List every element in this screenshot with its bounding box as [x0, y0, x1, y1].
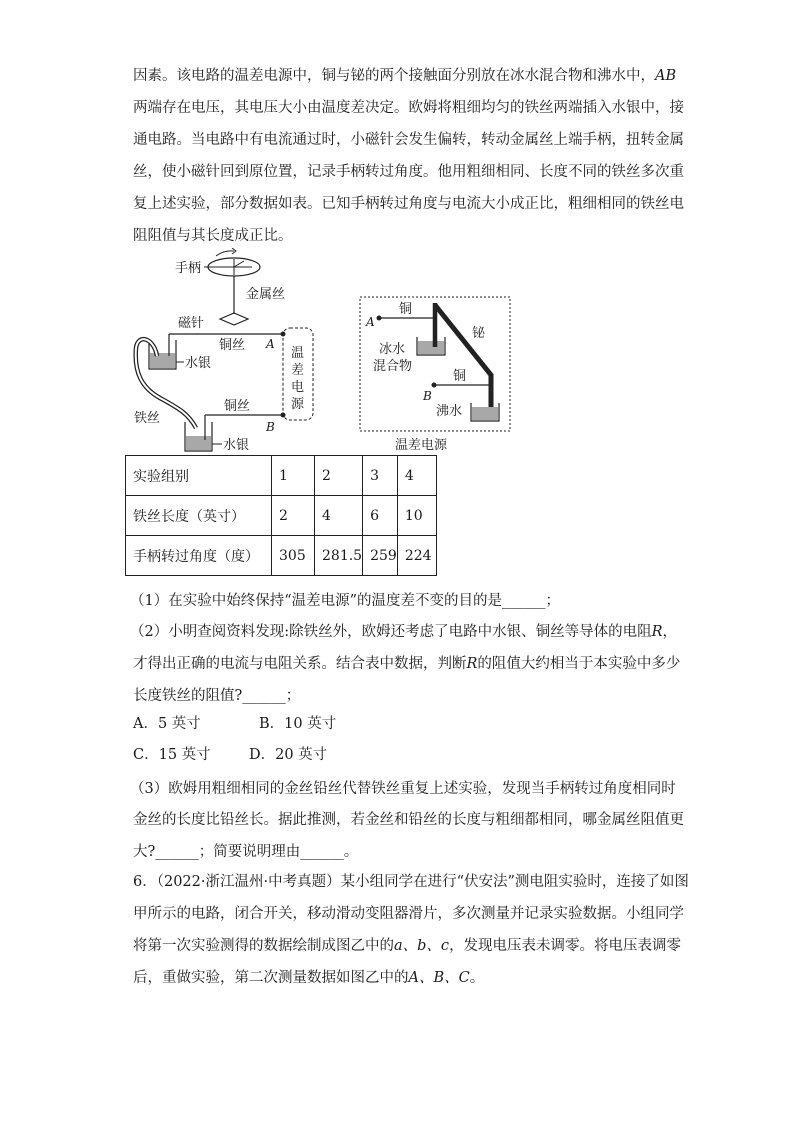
iron-wire-label: 铁丝 [134, 411, 161, 426]
intro-line-1: 因素。该电路的温差电源中，铜与铋的两个接触面分别放在冰水混合物和沸水中，AB [133, 68, 677, 84]
question-2-line-1: （2）小明查阅资料发现:除铁丝外，欧姆还考虑了电路中水银、铜丝等导体的电阻R， [130, 624, 678, 640]
question-3-line-2: 金丝的长度比铅丝长。据此推测，若金丝和铅丝的长度与粗细都相同，哪金属丝阻值更 [133, 812, 684, 828]
right-point-b-label: B [423, 389, 432, 403]
handle-label: 手柄 [175, 261, 202, 276]
intro-line-3: 通电路。当电路中有电流通过时，小磁针会发生偏转，转动金属丝上端手柄，扭转金属 [133, 132, 684, 148]
option-c: C．15 英寸 [133, 747, 211, 763]
intro-line-2: 两端存在电压，其电压大小由温度差决定。欧姆将粗细均匀的铁丝两端插入水银中，接 [133, 100, 684, 116]
right-copper-top-label: 铜 [399, 302, 413, 317]
ice-water-label-1: 冰水 [379, 342, 406, 357]
question-3-line-3: 大?______；简要说明理由______。 [133, 844, 359, 860]
table-cell: 6 [363, 496, 398, 536]
thermo-source-char-2: 差 [291, 363, 305, 378]
copper-wire-bottom-label: 铜丝 [224, 399, 251, 414]
question-6-line-4: 后，重做实验，第二次测量数据如图乙中的A、B、C。 [133, 970, 485, 986]
question-1: （1）在实验中始终保持“温差电源”的温度差不变的目的是______； [130, 593, 561, 609]
point-b-label: B [266, 420, 275, 434]
table-cell: 铁丝长度（英寸） [126, 496, 272, 536]
table-cell: 3 [363, 456, 398, 496]
table-cell: 281.5 [315, 536, 363, 576]
right-copper-bottom-label: 铜 [453, 369, 467, 384]
thermo-source-char-1: 温 [291, 346, 305, 361]
table-cell: 4 [397, 456, 436, 496]
table-cell: 224 [397, 536, 436, 576]
table-cell: 实验组别 [126, 456, 272, 496]
bismuth-label: 铋 [472, 326, 486, 341]
intro-line-5: 复上述实验，部分数据如表。已知手柄转过角度与电流大小成正比，粗细相同的铁丝电 [133, 196, 684, 212]
right-point-a-label: A [366, 315, 375, 329]
question-2-line-3: 长度铁丝的阻值?______； [133, 688, 301, 704]
data-table [125, 455, 437, 576]
option-a: A．5 英寸 [133, 716, 201, 732]
table-cell: 1 [272, 456, 315, 496]
table-cell: 10 [397, 496, 436, 536]
table-cell: 手柄转过角度（度） [126, 536, 272, 576]
thermo-source-char-4: 源 [291, 397, 305, 412]
table-cell: 259 [363, 536, 398, 576]
question-6-line-3: 将第一次实验测得的数据绘制成图乙中的a、b、c，发现电压表未调零。将电压表调零 [133, 938, 682, 954]
option-b: B．10 英寸 [259, 716, 337, 732]
point-a-label: A [266, 337, 275, 351]
magnet-label: 磁针 [178, 316, 205, 331]
table-cell: 2 [315, 456, 363, 496]
ice-water-label-2: 混合物 [373, 359, 413, 374]
metal-wire-label: 金属丝 [246, 287, 286, 302]
table-cell: 305 [272, 536, 315, 576]
table-cell: 4 [315, 496, 363, 536]
question-2-line-2: 才得出正确的电流与电阻关系。结合表中数据，判断R的阻值大约相当于本实验中多少 [133, 656, 681, 672]
table-row [126, 456, 437, 496]
option-d: D．20 英寸 [249, 747, 328, 763]
thermo-source-char-3: 电 [291, 380, 305, 395]
ab-label: AB [655, 68, 677, 84]
magnet-needle [220, 313, 248, 325]
thermo-source-diagram [355, 293, 520, 458]
circuit-diagram [120, 248, 335, 458]
mercury-top-label: 水银 [185, 356, 212, 371]
copper-wire-top-label: 铜丝 [219, 338, 246, 353]
boiling-water-label: 沸水 [436, 404, 463, 419]
mercury-bottom-label: 水银 [223, 438, 250, 453]
question-6-line-2: 甲所示的电路，闭合开关，移动滑动变阻器滑片，多次测量并记录实验数据。小组同学 [133, 906, 684, 922]
question-6-line-1: 6．（2022·浙江温州·中考真题）某小组同学在进行“伏安法”测电阻实验时，连接了如图 [133, 874, 689, 890]
table-row [126, 536, 437, 576]
table-row [126, 496, 437, 536]
table-cell: 2 [272, 496, 315, 536]
intro-line-6: 阻阻值与其长度成正比。 [133, 228, 293, 244]
bismuth-bar [435, 305, 491, 409]
rotation-arrow [216, 251, 234, 256]
question-3-line-1: （3）欧姆用粗细相同的金丝铅丝代替铁丝重复上述实验，发现当手柄转过角度相同时 [130, 781, 676, 797]
thermo-source-caption: 温差电源 [395, 438, 448, 453]
intro-line-4: 丝，使小磁针回到原位置，记录手柄转过角度。他用粗细相同、长度不同的铁丝多次重 [133, 164, 684, 180]
